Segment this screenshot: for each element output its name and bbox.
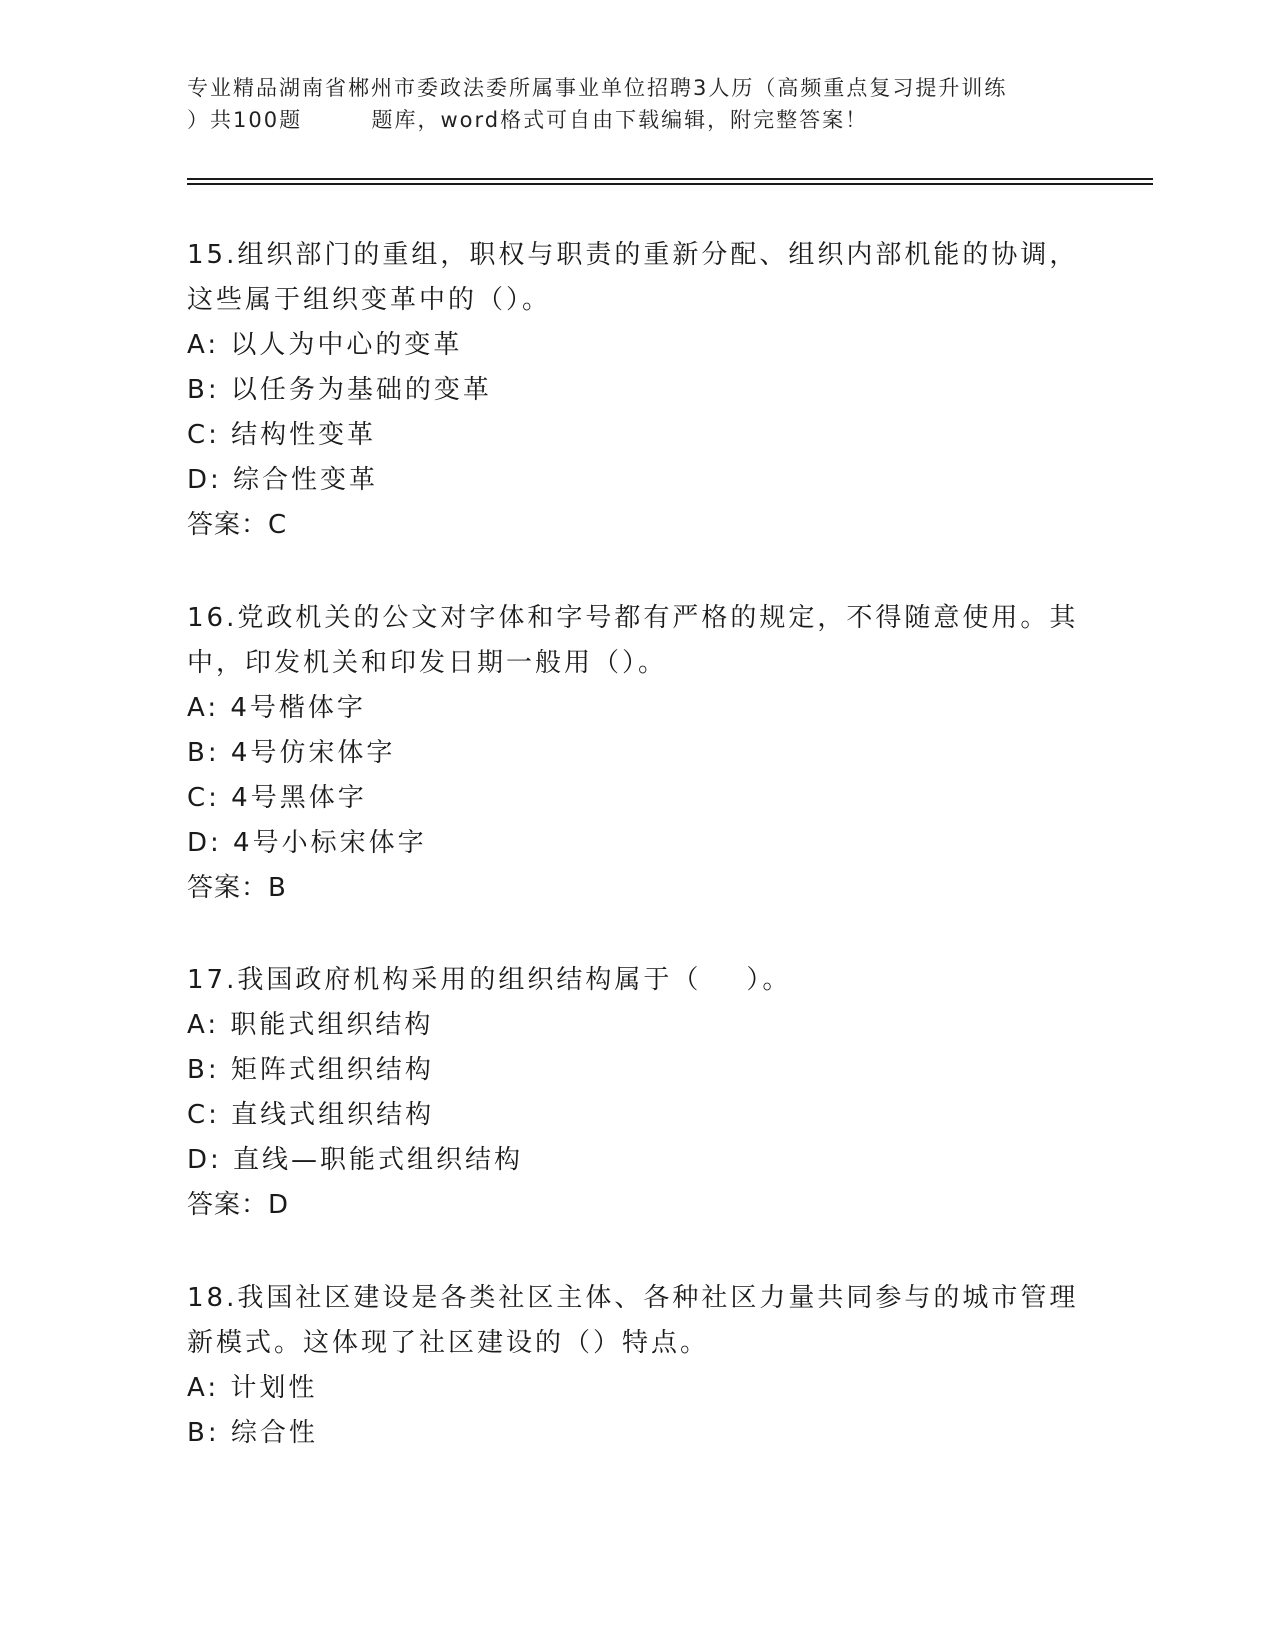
question-16 bbox=[187, 596, 1087, 911]
question-stem-line: 15.组织部门的重组，职权与职责的重新分配、组织内部机能的协调， bbox=[187, 240, 1079, 270]
question-stem-line: 18.我国社区建设是各类社区主体、各种社区力量共同参与的城市管理 bbox=[187, 1283, 1079, 1313]
option-a: A: 以人为中心的变革 bbox=[187, 330, 463, 360]
option-b: B: 4号仿宋体字 bbox=[187, 738, 396, 768]
option-d: D: 直线—职能式组织结构 bbox=[187, 1145, 524, 1175]
option-c: C: 直线式组织结构 bbox=[187, 1100, 435, 1130]
question-stem bbox=[187, 1276, 1087, 1366]
answer-label: 答案： bbox=[187, 873, 269, 903]
header-divider-bottom bbox=[187, 183, 1153, 185]
header-divider-top bbox=[187, 178, 1153, 180]
option-a: A: 4号楷体字 bbox=[187, 693, 366, 723]
question-stem-line: 新模式。这体现了社区建设的（）特点。 bbox=[187, 1328, 710, 1358]
question-17 bbox=[187, 958, 1087, 1228]
question-stem bbox=[187, 233, 1087, 323]
question-stem bbox=[187, 958, 1087, 1003]
answer-line bbox=[187, 503, 1087, 548]
option-c: C: 结构性变革 bbox=[187, 420, 377, 450]
header-line-2: ）共100题 题库，word格式可自由下载编辑，附完整答案！ bbox=[187, 108, 869, 132]
question-stem-line: 中，印发机关和印发日期一般用（）。 bbox=[187, 648, 668, 678]
option-d: D: 4号小标宋体字 bbox=[187, 828, 427, 858]
answer-value: D bbox=[268, 1190, 289, 1220]
question-18 bbox=[187, 1276, 1087, 1456]
option-b: B: 综合性 bbox=[187, 1418, 318, 1448]
question-stem-line: 这些属于组织变革中的（）。 bbox=[187, 285, 552, 315]
document-header bbox=[187, 72, 1087, 136]
answer-value: C bbox=[268, 510, 287, 540]
answer-line bbox=[187, 866, 1087, 911]
answer-line bbox=[187, 1183, 1087, 1228]
answer-value: B bbox=[268, 873, 286, 903]
option-a: A: 职能式组织结构 bbox=[187, 1010, 434, 1040]
option-c: C: 4号黑体字 bbox=[187, 783, 367, 813]
option-a: A: 计划性 bbox=[187, 1373, 318, 1403]
answer-label: 答案： bbox=[187, 1190, 269, 1220]
question-stem-line: 17.我国政府机构采用的组织结构属于（ ）。 bbox=[187, 965, 792, 995]
question-stem-line: 16.党政机关的公文对字体和字号都有严格的规定，不得随意使用。其 bbox=[187, 603, 1079, 633]
option-d: D: 综合性变革 bbox=[187, 465, 379, 495]
question-15 bbox=[187, 233, 1087, 548]
header-line-1: 专业精品湖南省郴州市委政法委所属事业单位招聘3人历（高频重点复习提升训练 bbox=[187, 76, 1008, 100]
question-stem bbox=[187, 596, 1087, 686]
answer-label: 答案： bbox=[187, 510, 269, 540]
option-b: B: 矩阵式组织结构 bbox=[187, 1055, 434, 1085]
option-b: B: 以任务为基础的变革 bbox=[187, 375, 492, 405]
